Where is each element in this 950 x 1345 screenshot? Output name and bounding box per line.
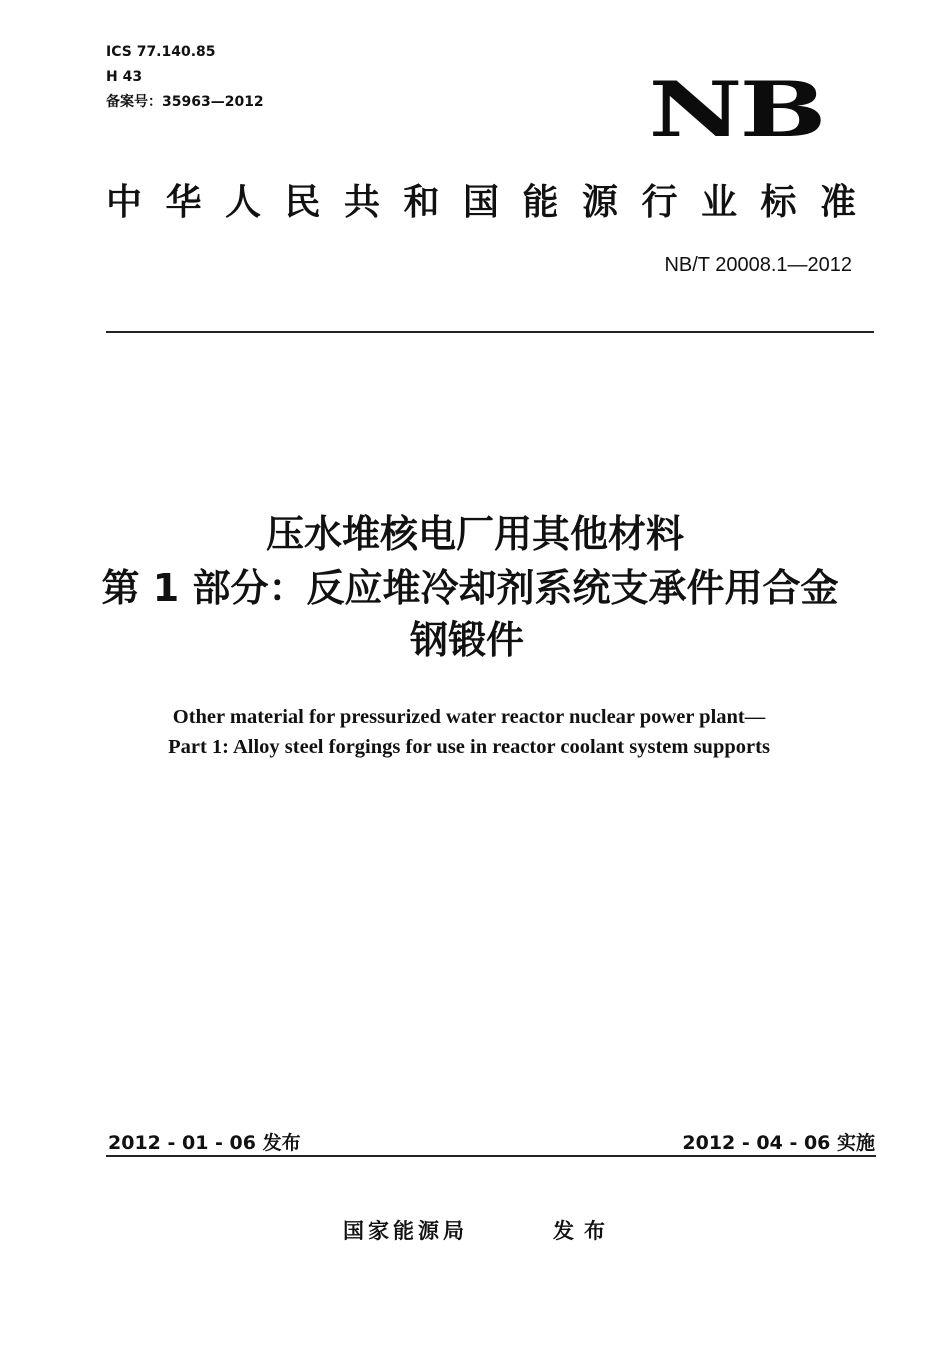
nb-logo: NB xyxy=(648,65,824,154)
record-number: 备案号：35963—2012 xyxy=(106,94,264,110)
ics-code: ICS 77.140.85 xyxy=(106,44,216,60)
footer-divider xyxy=(106,1155,876,1157)
standard-number: NB/T 20008.1—2012 xyxy=(664,254,852,276)
classification-code: H 43 xyxy=(106,69,143,85)
header-divider xyxy=(106,331,874,333)
english-title-line-2: Part 1: Alloy steel forgings for use in reactor coolant system supports xyxy=(168,736,770,758)
chinese-title-line-1: 压水堆核电厂用其他材料 xyxy=(265,512,684,556)
publish-label: 发布 xyxy=(553,1219,615,1243)
chinese-title-line-2: 第 1 部分：反应堆冷却剂系统支承件用合金 xyxy=(101,566,839,610)
implementation-date: 2012 - 04 - 06 实施 xyxy=(682,1132,875,1154)
issue-date: 2012 - 01 - 06 发布 xyxy=(108,1132,301,1154)
chinese-title-line-3: 钢锻件 xyxy=(409,618,524,662)
english-title-line-1: Other material for pressurized water reactor nuclear power plant— xyxy=(172,706,766,728)
publisher-name: 国家能源局 xyxy=(343,1219,468,1243)
standard-category-title: 中华人民共和国能源行业标准 xyxy=(106,182,858,223)
